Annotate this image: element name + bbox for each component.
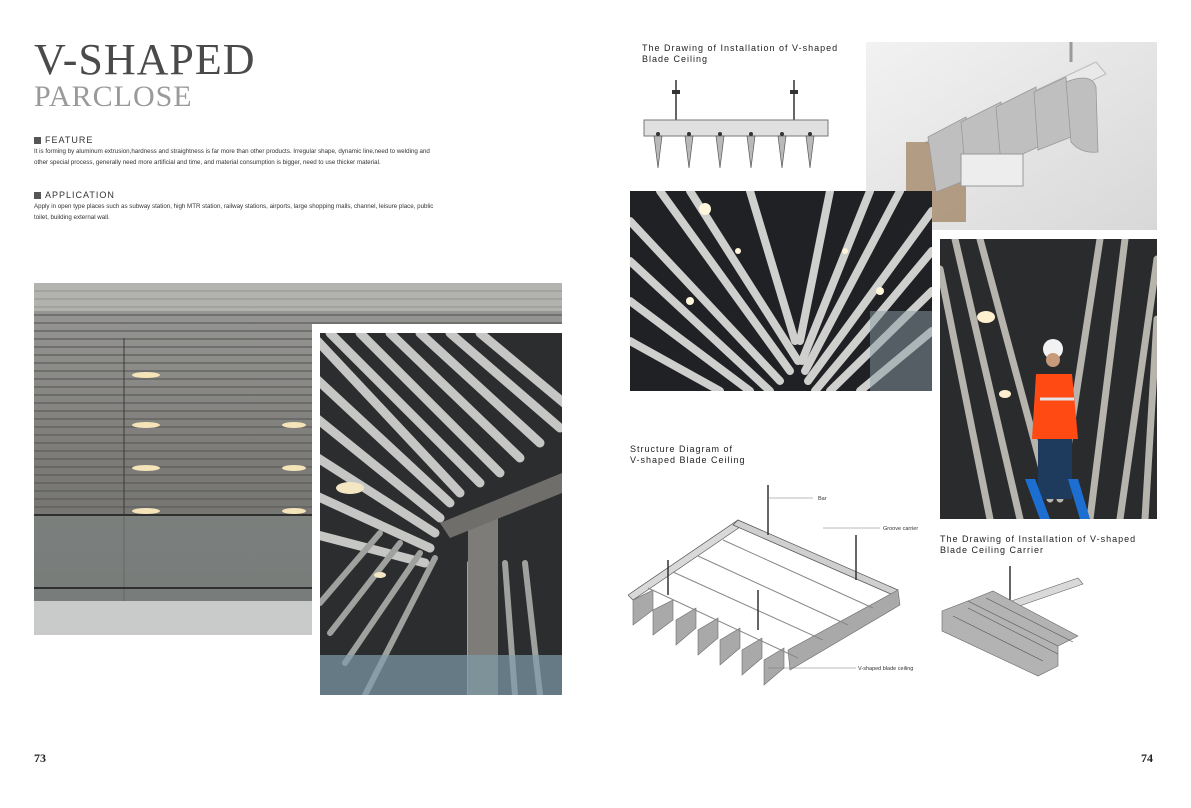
- caption-carrier-line1: The Drawing of Installation of V-shaped: [940, 534, 1137, 544]
- caption-structure-line2: V-shaped Blade Ceiling: [630, 455, 746, 465]
- application-heading-label: APPLICATION: [45, 190, 115, 200]
- caption-carrier: [940, 534, 1136, 556]
- caption-structure: [630, 444, 746, 466]
- feature-heading: [34, 135, 93, 145]
- caption-installation-line2: Blade Ceiling: [642, 54, 709, 64]
- label-groove-carrier: Groove carrier: [883, 526, 919, 532]
- caption-structure-line1: Structure Diagram of: [630, 444, 734, 454]
- square-bullet-icon: [34, 192, 41, 199]
- page-title: V-SHAPED: [34, 35, 256, 84]
- caption-installation: [642, 43, 838, 65]
- page-number-left: 73: [34, 751, 46, 765]
- label-bar: Bar: [818, 496, 827, 502]
- feature-body: It is forming by aluminum extrusion,hardness and straightness is far more than other products. Irregular shape, dynamic line,need to welding and other special process, generally need more artificial and time, and material consumption is bigger, need to use thicker material.: [34, 148, 430, 166]
- application-body: Apply in open type places such as subway station, high MTR station, railway stations, airports, large shopping malls, channel, leisure place, public toilet, building external wall.: [34, 203, 434, 221]
- page-number-right: 74: [1141, 751, 1153, 765]
- worker-installing-photo: [940, 239, 1157, 519]
- ceiling-photo-vblade-perspective: [320, 333, 562, 695]
- square-bullet-icon: [34, 137, 41, 144]
- structure-diagram: [628, 480, 938, 695]
- feature-heading-label: FEATURE: [45, 135, 94, 145]
- carrier-installation-drawing: [938, 566, 1088, 684]
- page-subtitle: PARCLOSE: [34, 80, 193, 113]
- label-vblade-ceiling: V-shaped blade ceiling: [858, 666, 914, 672]
- installation-drawing: [640, 76, 832, 170]
- caption-installation-line1: The Drawing of Installation of V-shaped: [642, 43, 839, 53]
- ceiling-photo-vblade-rows: [630, 191, 932, 391]
- caption-carrier-line2: Blade Ceiling Carrier: [940, 545, 1045, 555]
- application-heading: [34, 190, 115, 200]
